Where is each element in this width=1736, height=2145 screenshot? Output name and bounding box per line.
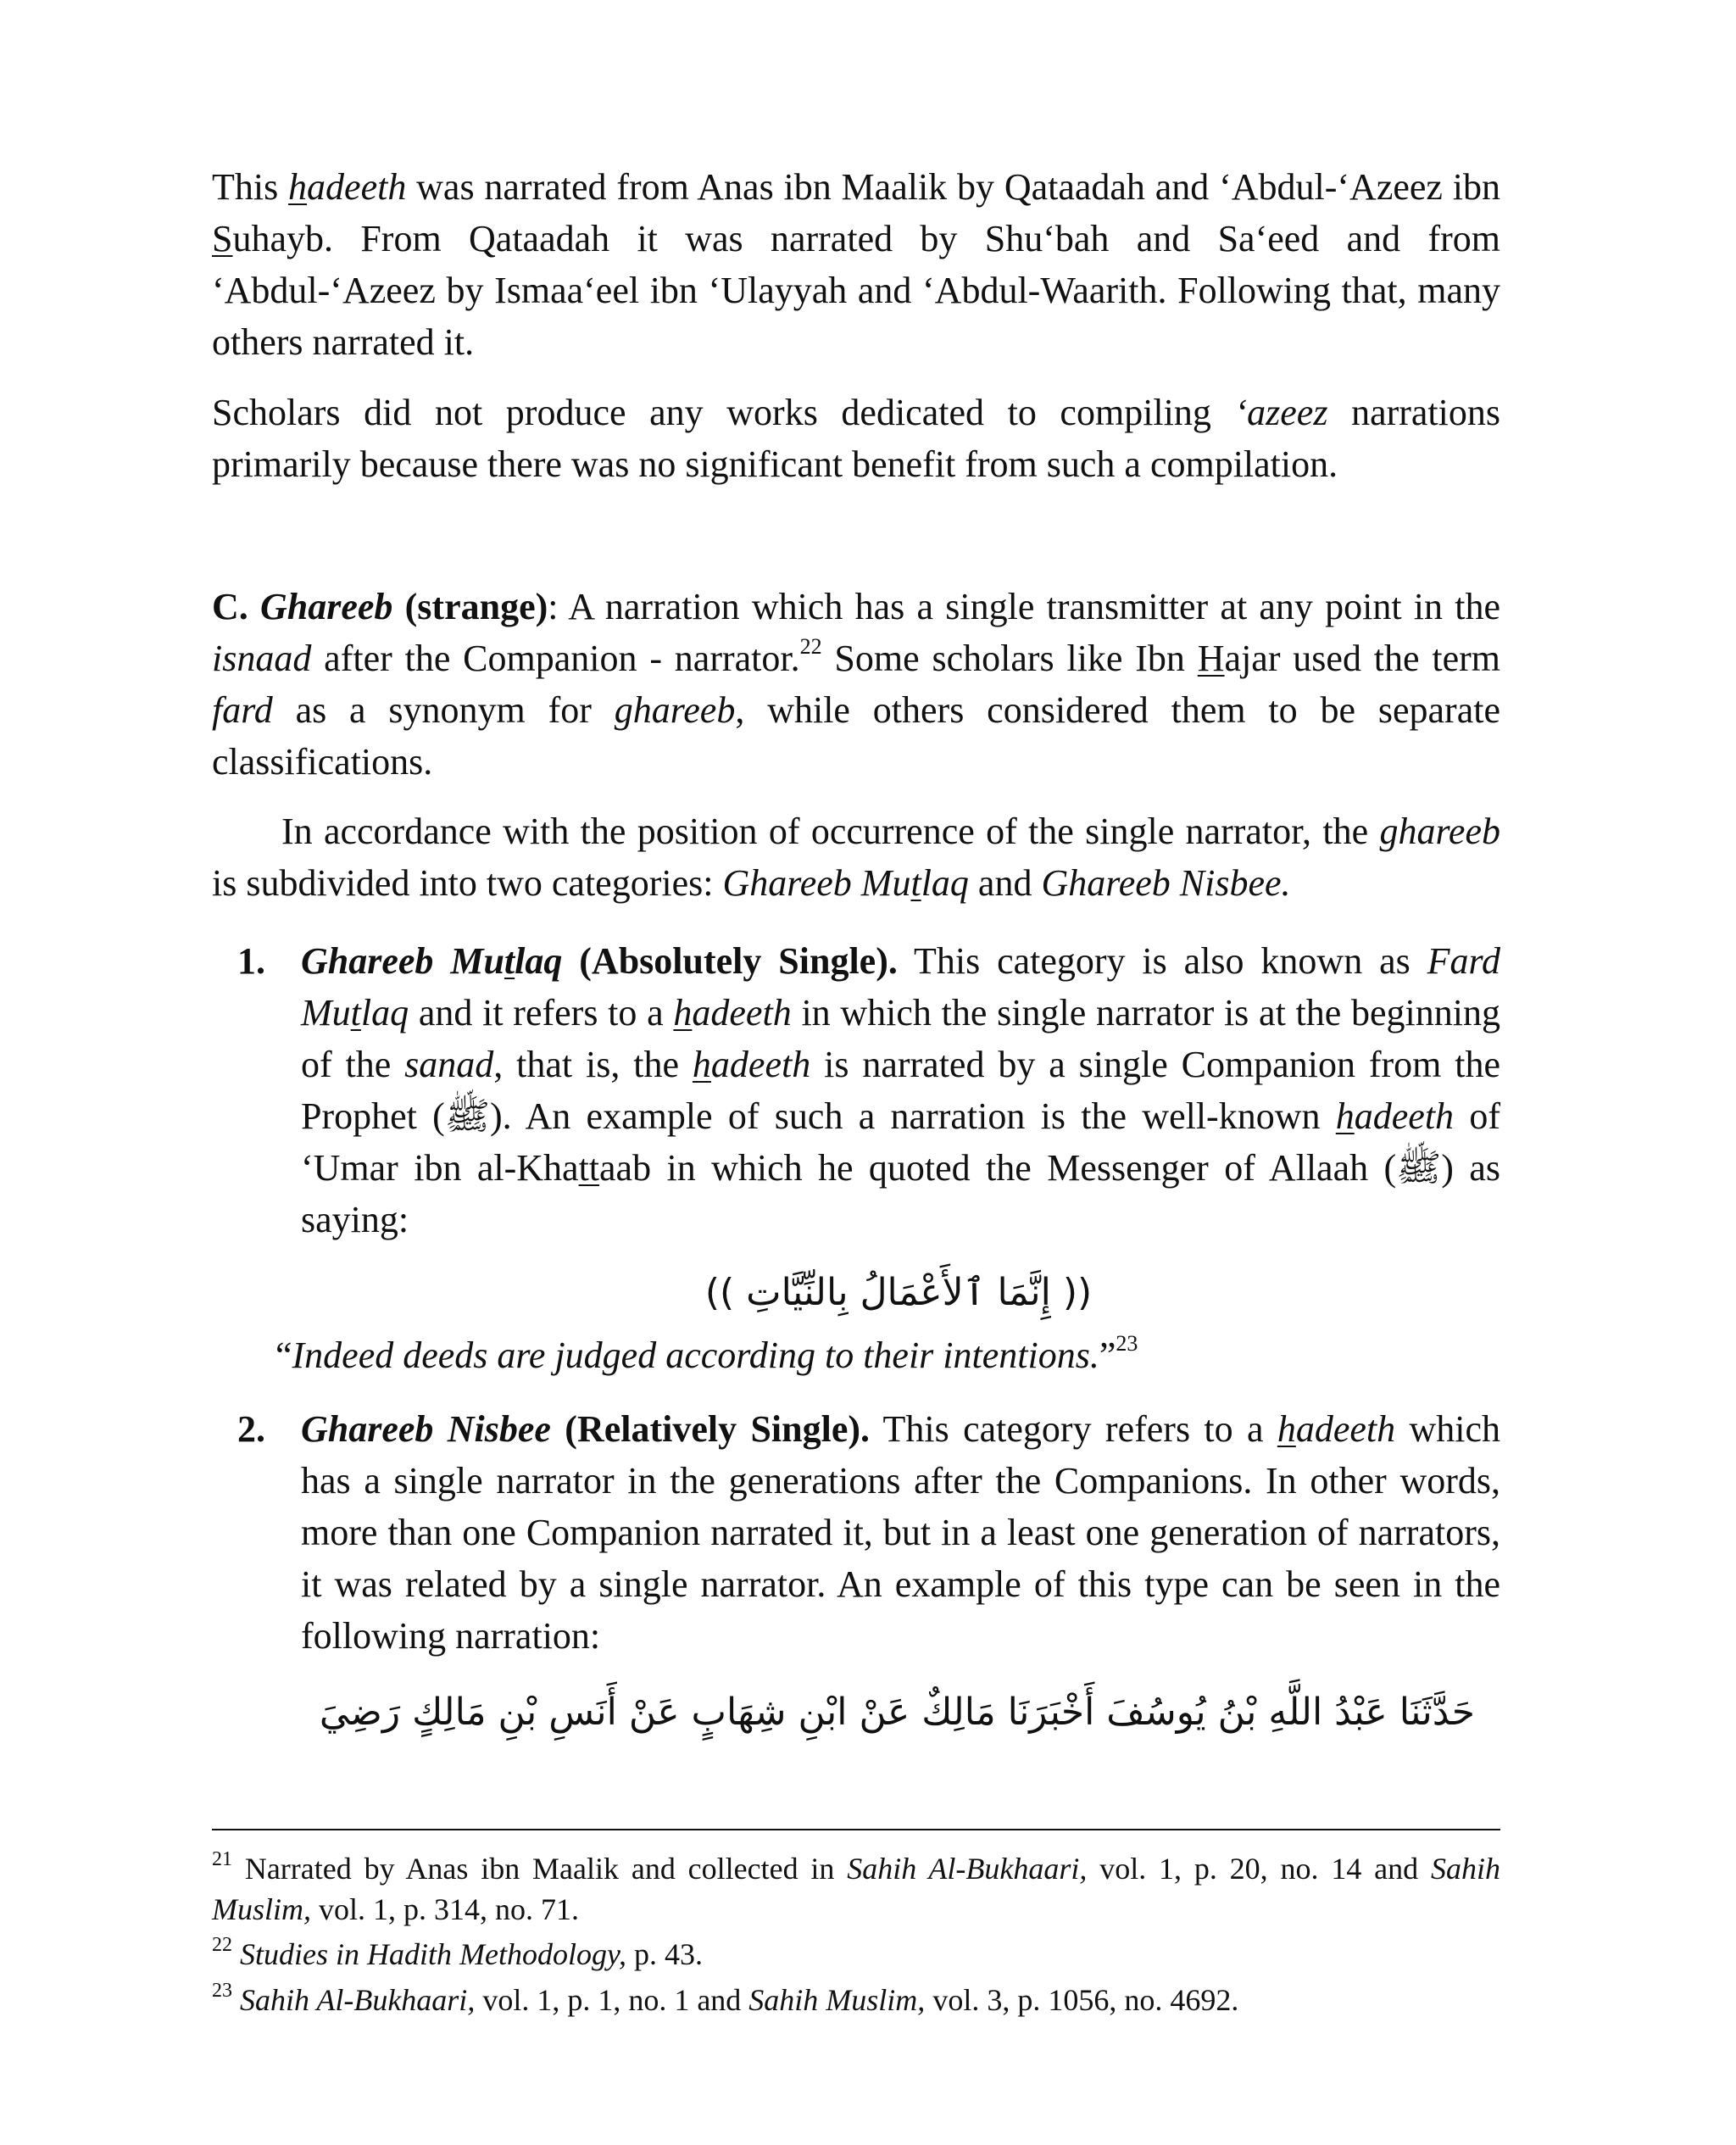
text-run: adeeth <box>710 1044 811 1085</box>
section-c-subdivision <box>212 805 1500 909</box>
text-run: : A narration which has a single transmitter at any point in the <box>548 586 1501 627</box>
footnote-number: 23 <box>212 1980 232 2002</box>
text-run: t <box>350 992 361 1034</box>
list-title-gloss: (Absolutely Single). <box>562 940 898 982</box>
footnote-separator <box>212 1829 1500 1830</box>
text-run: Sahih Al-Bukhaari, <box>847 1852 1088 1886</box>
text-run: Scholars did not produce any works dedicated to compiling <box>212 392 1235 433</box>
text-run: Sahih Muslim, <box>748 1983 926 2017</box>
text-run: t <box>910 862 921 904</box>
text-run: is subdivided into two categories: <box>212 862 723 904</box>
text-run: isnaad <box>212 638 312 679</box>
footnote-ref-23[interactable]: 23 <box>1116 1331 1138 1356</box>
text-run <box>232 1937 240 1971</box>
text-run: is narrated by a single Companion from the Prophet (ﷺ). An example of such a narration is the well-known <box>301 1044 1500 1137</box>
list-title: t <box>504 940 515 982</box>
text-run: of ‘Umar ibn al-Kha <box>301 1095 1500 1189</box>
text-run: This <box>212 166 289 208</box>
text-run: adeeth <box>692 992 792 1034</box>
text-run <box>232 1983 240 2017</box>
text-run: as a synonym for <box>272 689 615 731</box>
text-run: in which the single narrator is at the beginning of the <box>301 992 1500 1085</box>
text-run: vol. 1, p. 1, no. 1 and <box>475 1983 749 2017</box>
list-number: 1. <box>237 940 265 982</box>
footnote-number: 21 <box>212 1848 232 1870</box>
text-run: aab in which he quoted the Messenger of Allaah (ﷺ) as saying: <box>301 1147 1500 1240</box>
quote-mark: “ <box>275 1334 292 1376</box>
text-run: adeeth <box>307 166 407 208</box>
section-term: Ghareeb <box>260 586 393 627</box>
footnote-ref-22[interactable]: 22 <box>799 634 822 659</box>
list-item-body <box>301 935 1500 1245</box>
list-title: laq <box>515 940 563 982</box>
text-run: and <box>968 862 1042 904</box>
text-run: was narrated from Anas ibn Maalik by Qataadah and ‘Abdul-‘Azeez ibn <box>406 166 1500 208</box>
list-title-gloss: (Relatively Single). <box>550 1408 871 1450</box>
text-run: uhayb. From Qataadah it was narrated by Shu‘bah and Sa‘eed and from ‘Abdul-‘Azeez by Ismaa‘eel ibn ‘Ulayyah and ‘Abdul-Waarith. Following that, many others narrated it. <box>212 218 1500 363</box>
footnote-21 <box>212 1848 1500 1930</box>
text-run: Some scholars like Ibn <box>821 638 1198 679</box>
text-run: h <box>692 1044 711 1085</box>
text-run: H <box>1197 638 1225 679</box>
text-run: ghareeb <box>1379 811 1500 852</box>
text-run: adeeth <box>1295 1408 1396 1450</box>
footnote-number: 22 <box>212 1934 232 1956</box>
text-run: , that is, the <box>493 1044 693 1085</box>
text-run: laq <box>360 992 409 1034</box>
text-run: adeeth <box>1354 1095 1455 1137</box>
text-run: Narrated by Anas ibn Maalik and collected in <box>232 1852 848 1886</box>
list-item-body <box>301 1403 1500 1662</box>
text-run: vol. 1, p. 20, no. 14 and <box>1087 1852 1431 1886</box>
text-run: h <box>288 166 308 208</box>
text-run: tt <box>578 1147 600 1189</box>
text-run: This category refers to a <box>870 1408 1277 1450</box>
arabic-quote-innamal-amaal: (( إِنَّمَا ٱلأَعْمَالُ بِالنِّيَّاتِ )) <box>704 1271 1093 1314</box>
text-run: ‘azeez <box>1234 392 1328 433</box>
text-run: In accordance with the position of occurrence of the single narrator, the <box>281 811 1380 852</box>
text-run: Ghareeb Mu <box>722 862 911 904</box>
quote-mark: ” <box>1099 1334 1116 1376</box>
text-run: sanad <box>404 1044 494 1085</box>
text-run: h <box>1277 1408 1296 1450</box>
text-run: h <box>1335 1095 1355 1137</box>
section-label: C. <box>212 586 260 627</box>
text-run: Sahih Muslim, <box>212 1852 1500 1926</box>
text-run: ghareeb <box>614 689 736 731</box>
text-run: Studies in Hadith Methodology, <box>240 1937 626 1971</box>
text-run: vol. 3, p. 1056, no. 4692. <box>925 1983 1239 2017</box>
text-run: This category is also known as <box>897 940 1427 982</box>
paragraph-azeez-works <box>212 387 1500 490</box>
text-run: narrations primarily because there was no significant benefit from such a compilation. <box>212 392 1500 485</box>
footnote-22 <box>212 1934 1500 1975</box>
section-c-definition <box>212 581 1500 788</box>
text-run: h <box>673 992 693 1034</box>
paragraph-azeez-example <box>212 161 1500 368</box>
text-run: S <box>212 218 233 259</box>
list-title: Ghareeb Nisbee <box>301 1408 551 1450</box>
text-run: Ghareeb Nisbee. <box>1041 862 1291 904</box>
text-run: laq <box>921 862 969 904</box>
footnote-23 <box>212 1980 1500 2020</box>
text-run: ajar used the term <box>1224 638 1500 679</box>
text-run: p. 43. <box>626 1937 703 1971</box>
text-run: vol. 1, p. 314, no. 71. <box>311 1892 580 1926</box>
text-run: which has a single narrator in the generations after the Companions. In other words, more than one Companion narrated it, but in a least one generation of narrators, it was related by a single narrator. An example of this type can be seen in the following narration: <box>301 1408 1500 1657</box>
list-number: 2. <box>237 1408 265 1450</box>
text-run: and it refers to a <box>409 992 674 1034</box>
text-run: after the Companion - narrator. <box>311 638 800 679</box>
list-title: Ghareeb Mu <box>301 940 504 982</box>
text-run: Sahih Al-Bukhaari, <box>240 1983 476 2017</box>
quote-text: Indeed deeds are judged according to their intentions. <box>292 1334 1099 1376</box>
text-run: , while others considered them to be separate classifications. <box>212 689 1500 783</box>
text-run: fard <box>212 689 273 731</box>
translation-quote <box>275 1329 1138 1381</box>
section-term-gloss: (strange) <box>392 586 548 627</box>
text-run: Fard Mu <box>301 940 1501 1034</box>
arabic-isnaad-narration: حَدَّثَنَا عَبْدُ اللَّهِ بْنُ يُوسُفَ أَخْبَرَنَا مَالِكٌ عَنْ ابْنِ شِهَابٍ عَنْ أَنَسِ بْنِ مَالِكٍ رَضِيَ <box>319 1691 1475 1734</box>
